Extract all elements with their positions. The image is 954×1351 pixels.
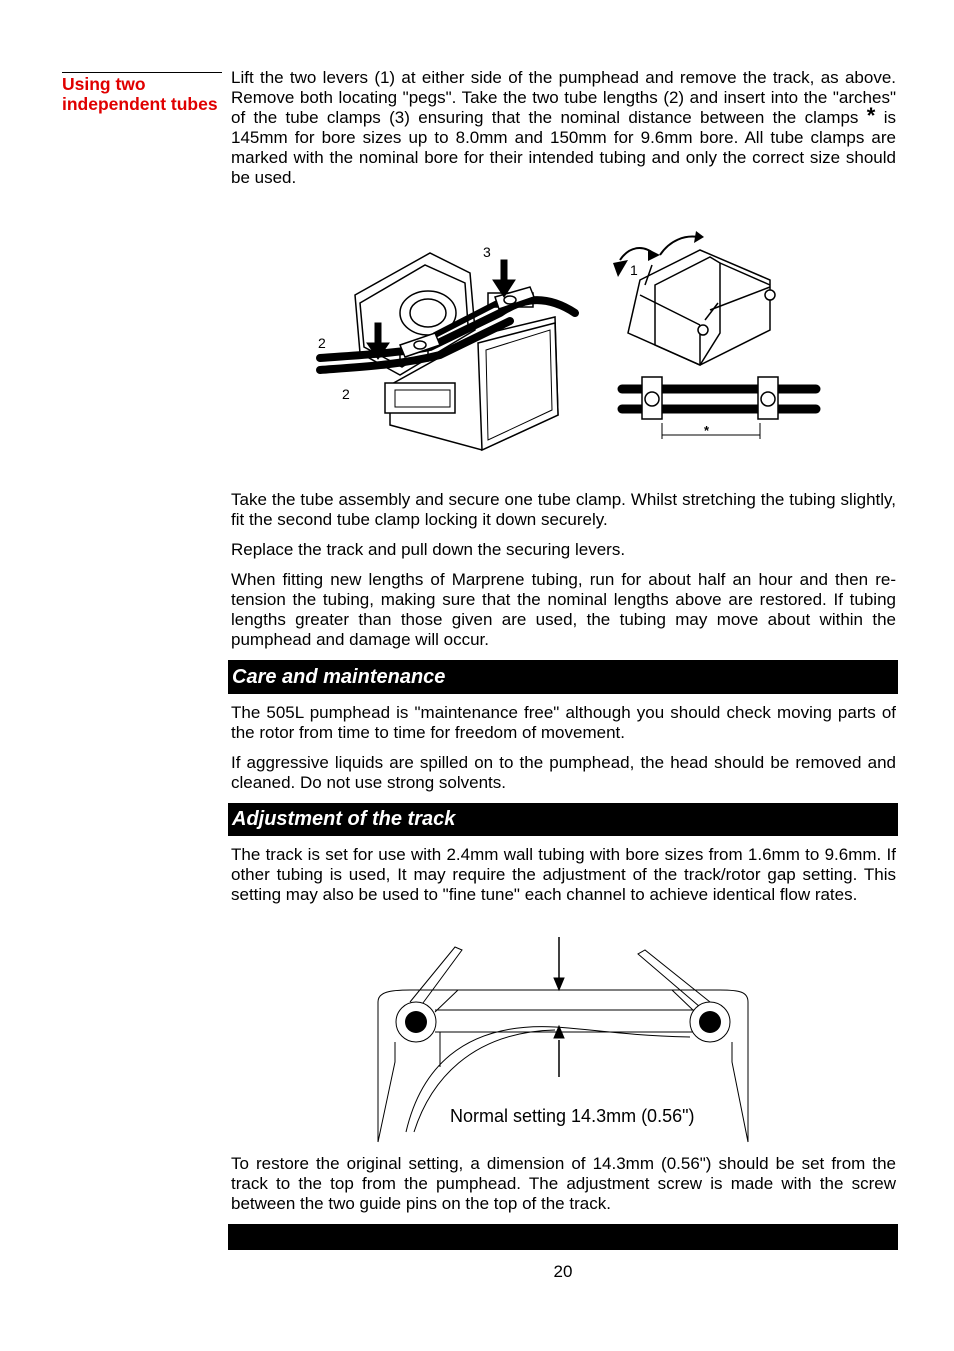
star-symbol: * [866, 103, 876, 128]
paragraph-marprene: When fitting new lengths of Marprene tubing, run for about half an hour and then re-tension the tubing, making sure that the nominal lengths above are restored. If tubing lengths greater than those given are used, the tubing may move about within the pumphead and damage will occur. [231, 570, 896, 649]
paragraph-maintenance: The 505L pumphead is "maintenance free" although you should check moving parts of the rotor from time to time for freedom of movement. [231, 703, 896, 742]
label-2-upper: 2 [318, 335, 326, 351]
paragraph-restore-setting: To restore the original setting, a dimension of 14.3mm (0.56") should be set from the track to the top from the pumphead. The adjustment screw is made with the screw between the two guide pins on the top of the track. [231, 1154, 896, 1213]
label-2-lower: 2 [342, 386, 350, 402]
side-heading: Using two independent tubes [62, 72, 222, 114]
footer-band [228, 1224, 898, 1250]
track-drawing [628, 250, 775, 365]
paragraph-replace-track: Replace the track and pull down the securing levers. [231, 540, 626, 559]
label-3: 3 [483, 244, 491, 260]
tube-assembly-drawing [622, 377, 816, 439]
paragraph-assembly: Take the tube assembly and secure one tube clamp. Whilst stretching the tubing slightly, fit the second tube clamp locking it down securely. [231, 490, 896, 529]
label-star: * [704, 423, 710, 438]
section-adjustment-heading: Adjustment of the track [228, 803, 898, 836]
figure-track-gap [370, 932, 760, 1147]
paragraph-track-setting: The track is set for use with 2.4mm wall tubing with bore sizes from 1.6mm to 9.6mm. If other tubing is used, It may require the adjustment of the track/rotor gap setting. This setting may also be used to "fine tune" each channel to achieve identical flow rates. [231, 845, 896, 904]
figure-caption: Normal setting 14.3mm (0.56") [450, 1106, 695, 1126]
paragraph-intro-a: Lift the two levers (1) at either side of the pumphead and remove the track, as above. Remove both locating "pegs". Take the two tube lengths (2) and insert into the "arches" of the tube clamps (3) ensuring that the nominal distance between the clamps [231, 68, 896, 127]
section-care-heading: Care and maintenance [228, 660, 898, 694]
paragraph-spills: If aggressive liquids are spilled on to the pumphead, the head should be removed and cleaned. Do not use strong solvents. [231, 753, 896, 792]
figure-tube-installation [300, 225, 840, 460]
label-1: 1 [630, 262, 638, 278]
paragraph-intro [231, 68, 896, 188]
gap-arrows-drawing [554, 937, 564, 1077]
paragraph-intro-b: is 145mm for bore sizes up to 8.0mm and 150mm for 9.6mm bore. All tube clamps are marked with the nominal bore for their intended tubing and only the correct size should be used. [231, 108, 896, 187]
page-number: 20 [553, 1262, 573, 1281]
